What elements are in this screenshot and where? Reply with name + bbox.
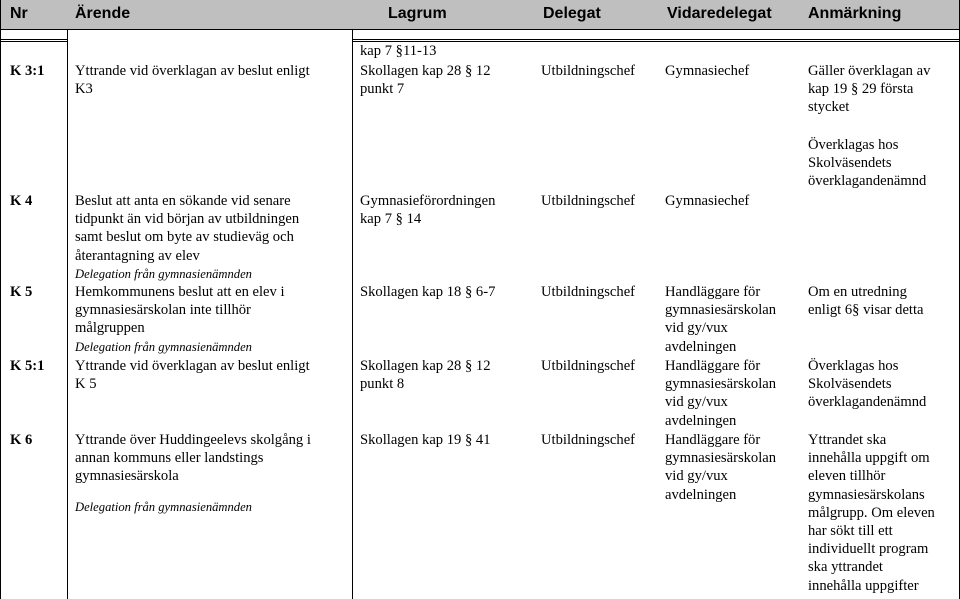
row-anmarkning: Yttrandet ska innehålla uppgift om eleven tillhör gymnasiesärskolans målgrupp. Om eleven har sökt till ett individuellt program ska yttrandet innehålla uppgifter bbox=[808, 432, 935, 594]
row-delegat: Utbildningschef bbox=[541, 193, 636, 209]
row-lagrum: Skollagen kap 18 § 6-7 bbox=[360, 284, 496, 300]
table-header bbox=[0, 0, 960, 30]
delegation-note: Delegation från gymnasienämnden bbox=[75, 339, 252, 354]
row-vidaredelegat: Handläggare för gymnasiesärskolan vid gy/vux avdelningen bbox=[665, 358, 777, 429]
column-divider bbox=[352, 29, 353, 599]
row-anmarkning: Om en utredning enligt 6§ visar detta bbox=[808, 284, 924, 319]
row-nr: K 5 bbox=[10, 284, 33, 300]
row-divider bbox=[352, 39, 960, 40]
row-delegat: Utbildningschef bbox=[541, 432, 636, 448]
row-delegat: Utbildningschef bbox=[541, 63, 636, 79]
row-anmarkning: Överklagas hos Skolväsendets överklagandenämnd bbox=[808, 137, 927, 190]
row-vidaredelegat: Gymnasiechef bbox=[665, 193, 750, 209]
row-nr: K 6 bbox=[10, 432, 33, 448]
header-delegat: Delegat bbox=[543, 5, 601, 22]
column-divider bbox=[67, 29, 68, 599]
header-lagrum: Lagrum bbox=[388, 5, 447, 22]
border-left bbox=[0, 0, 1, 599]
row-nr: K 4 bbox=[10, 193, 33, 209]
row-lagrum: Skollagen kap 19 § 41 bbox=[360, 432, 491, 448]
row-nr: K 3:1 bbox=[10, 63, 45, 79]
lagrum-continuation: kap 7 §11-13 bbox=[360, 43, 437, 59]
row-nr: K 5:1 bbox=[10, 358, 45, 374]
row-delegat: Utbildningschef bbox=[541, 358, 636, 374]
row-arende: Yttrande över Huddingeelevs skolgång i annan kommuns eller landstings gymnasiesärskola Delegation från gymnasienämnden bbox=[75, 431, 311, 516]
row-vidaredelegat: Handläggare för gymnasiesärskolan vid gy/vux avdelningen bbox=[665, 432, 777, 503]
header-nr: Nr bbox=[10, 5, 28, 22]
row-anmarkning: Överklagas hos Skolväsendets överklagandenämnd bbox=[808, 358, 927, 411]
row-anmarkning: Gäller överklagan av kap 19 § 29 första stycket bbox=[808, 63, 931, 116]
row-lagrum: Skollagen kap 28 § 12 punkt 7 bbox=[360, 63, 491, 98]
row-divider bbox=[352, 41, 960, 42]
row-vidaredelegat: Gymnasiechef bbox=[665, 63, 750, 79]
row-lagrum: Gymnasieförordningen kap 7 § 14 bbox=[360, 193, 496, 228]
row-divider bbox=[0, 41, 67, 42]
delegation-note: Delegation från gymnasienämnden bbox=[75, 266, 252, 281]
row-arende: Beslut att anta en sökande vid senare tidpunkt än vid början av utbildningen samt beslut om byte av studieväg och återantagning av elev Delegation från gymnasienämnden bbox=[75, 192, 299, 283]
spacer bbox=[75, 486, 311, 498]
row-delegat: Utbildningschef bbox=[541, 284, 636, 300]
row-arende: Yttrande vid överklagan av beslut enligt K3 bbox=[75, 63, 310, 98]
row-arende: Yttrande vid överklagan av beslut enligt K 5 bbox=[75, 358, 310, 393]
row-arende: Hemkommunens beslut att en elev i gymnasiesärskolan inte tillhör målgruppen Delegation från gymnasienämnden bbox=[75, 283, 285, 356]
row-lagrum: Skollagen kap 28 § 12 punkt 8 bbox=[360, 358, 491, 393]
row-divider bbox=[0, 39, 67, 40]
header-anmarkning: Anmärkning bbox=[808, 5, 902, 22]
header-vidaredelegat: Vidaredelegat bbox=[667, 5, 772, 22]
delegation-note: Delegation från gymnasienämnden bbox=[75, 499, 252, 514]
row-vidaredelegat: Handläggare för gymnasiesärskolan vid gy/vux avdelningen bbox=[665, 284, 777, 355]
header-arende: Ärende bbox=[75, 5, 131, 22]
